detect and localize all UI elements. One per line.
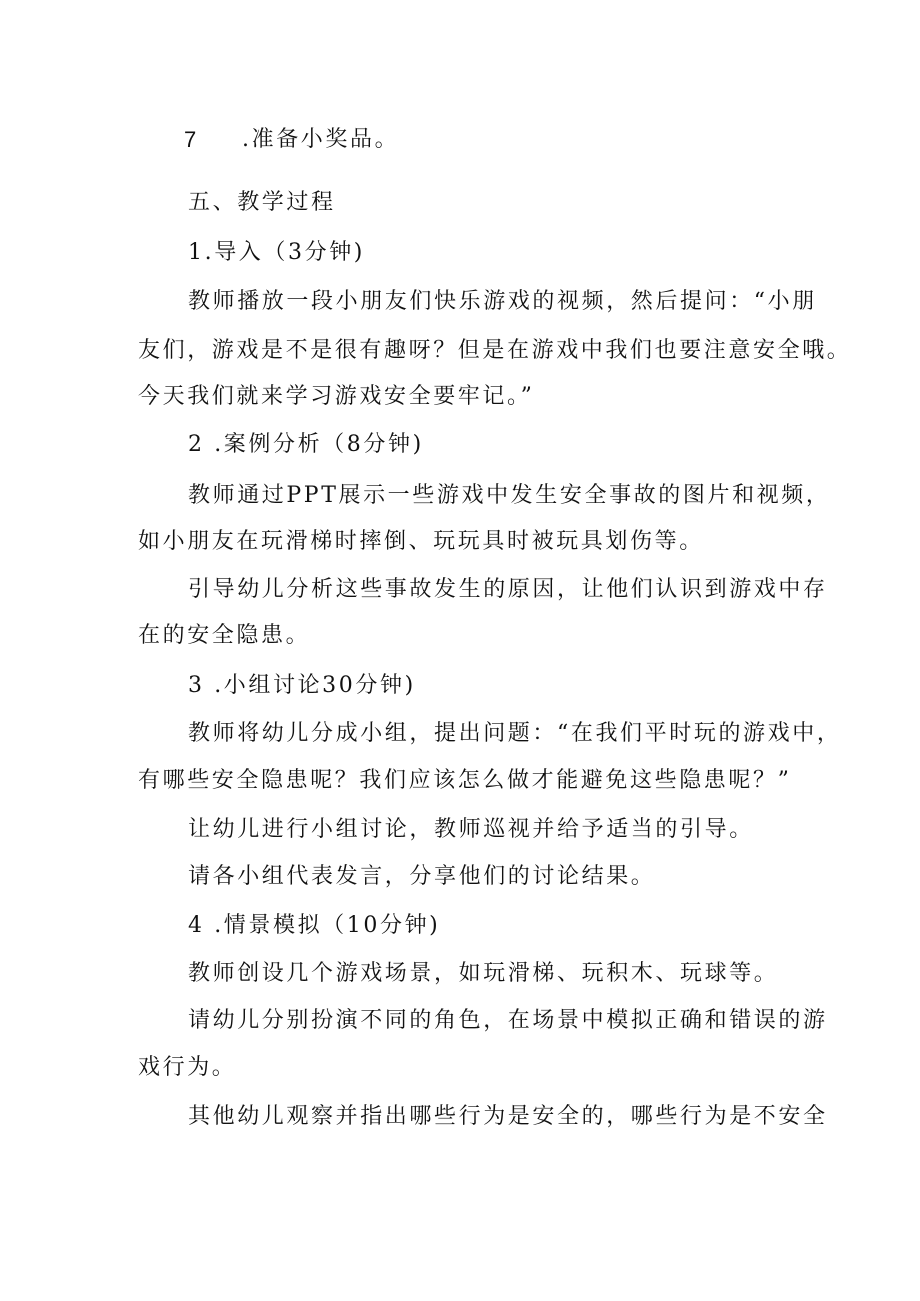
- paragraph-line: 在的安全隐患。: [138, 623, 311, 648]
- subsection-heading: 1.导入（3分钟): [188, 240, 365, 265]
- section-heading: 五、教学过程: [188, 190, 336, 215]
- paragraph-line: 让幼儿进行小组讨论，教师巡视并给予适当的引导。: [188, 817, 754, 842]
- paragraph-line: 有哪些安全隐患呢？我们应该怎么做才能避免这些隐患呢？”: [138, 768, 792, 793]
- paragraph-line: 教师将幼儿分成小组，提出问题：“在我们平时玩的游戏中，: [188, 721, 842, 746]
- paragraph-line: 引导幼儿分析这些事故发生的原因，让他们认识到游戏中存: [188, 577, 828, 602]
- subsection-heading: 4 .情景模拟（10分钟): [188, 913, 441, 938]
- list-item-text: .准备小奖品。: [242, 127, 400, 152]
- paragraph-line: 请幼儿分别扮演不同的角色，在场景中模拟正确和错误的游: [188, 1008, 828, 1033]
- paragraph-line: 戏行为。: [138, 1055, 237, 1080]
- paragraph-line: 今天我们就来学习游戏安全要牢记。”: [138, 384, 535, 409]
- paragraph-line: 教师播放一段小朋友们快乐游戏的视频，然后提问：“小朋: [188, 289, 817, 314]
- paragraph-line: 友们，游戏是不是很有趣呀？但是在游戏中我们也要注意安全哦。: [138, 338, 852, 363]
- list-item-number: 7: [184, 127, 197, 152]
- subsection-heading: 3 .小组讨论30分钟): [188, 673, 416, 698]
- paragraph-line: 教师创设几个游戏场景，如玩滑梯、玩积木、玩球等。: [188, 961, 779, 986]
- paragraph-line: 请各小组代表发言，分享他们的讨论结果。: [188, 864, 656, 889]
- paragraph-line: 教师通过PPT展示一些游戏中发生安全事故的图片和视频，: [188, 483, 831, 508]
- paragraph-line: 如小朋友在玩滑梯时摔倒、玩玩具时被玩具划伤等。: [138, 529, 704, 554]
- subsection-heading: 2 .案例分析（8分钟): [188, 432, 424, 457]
- paragraph-line: 其他幼儿观察并指出哪些行为是安全的，哪些行为是不安全: [188, 1104, 828, 1129]
